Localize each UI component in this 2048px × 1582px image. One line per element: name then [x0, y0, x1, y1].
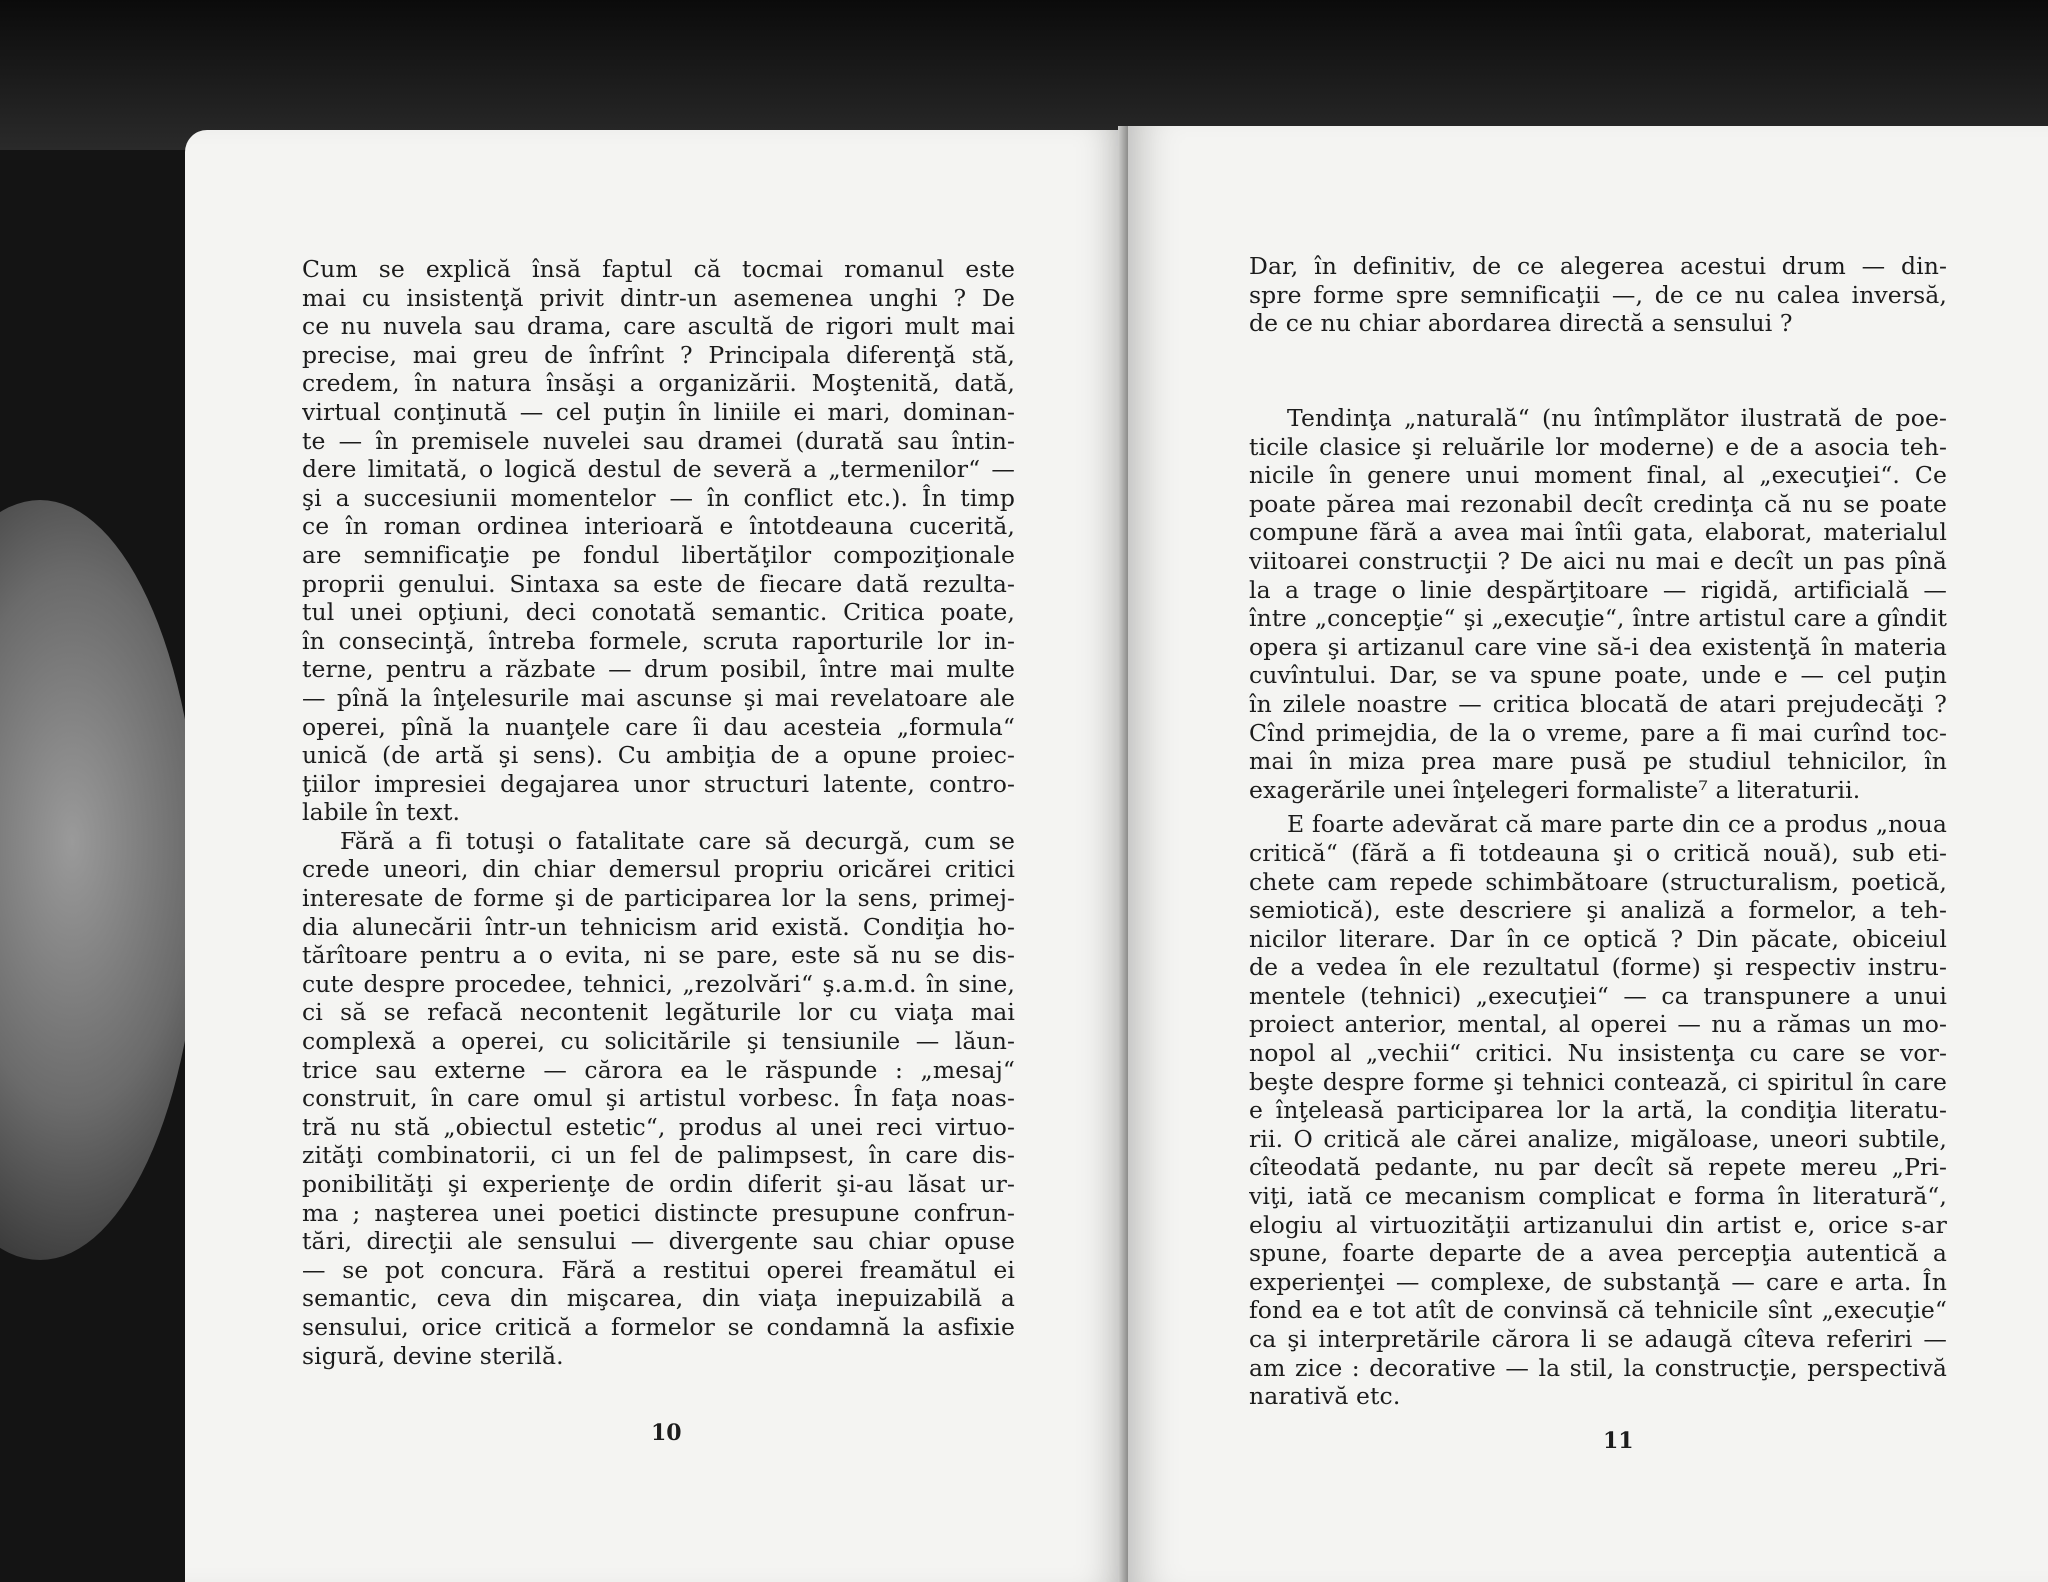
text-line: la a trage o linie despărţitoare — rigidă, artificială — [1249, 575, 1947, 604]
text-line: chete cam repede schimbătoare (structuralism, poetică, [1249, 867, 1947, 896]
text-line: nopol al „vechii“ critici. Nu insistenţa cu care se vor- [1249, 1039, 1947, 1068]
text-line: construit, în care omul şi artistul vorbesc. În faţa noas- [302, 1084, 1015, 1113]
text-line: zităţi combinatorii, ci un fel de palimpsest, în care dis- [302, 1141, 1015, 1170]
text-line: spre forme spre semnificaţii —, de ce nu calea inversă, [1249, 280, 1947, 309]
text-line: viţi, iată ce mecanism complicat e forma în literatură“, [1249, 1182, 1947, 1211]
text-line: poate părea mai rezonabil decît credinţa că nu se poate [1249, 489, 1947, 518]
right-page [1128, 126, 2048, 1582]
text-line: ce nu nuvela sau drama, care ascultă de rigori mult mai [302, 312, 1015, 341]
text-line: cîteodată pedante, nu par decît să repete mereu „Pri- [1249, 1153, 1947, 1182]
text-line: mai cu insistenţă privit dintr-un asemenea unghi ? De [302, 283, 1015, 312]
text-line: Fără a fi totuşi o fatalitate care să decurgă, cum se [340, 826, 1015, 855]
text-line: operei, pînă la nuanţele care îi dau acesteia „formula“ [302, 712, 1015, 741]
thumb-holding-book [0, 500, 200, 1260]
text-line: proprii genului. Sintaxa sa este de fiecare dată rezulta- [302, 569, 1015, 598]
text-line: de a vedea în ele rezultatul (forme) şi respectiv instru- [1249, 953, 1947, 982]
right-paragraph-3 [1249, 810, 1947, 1410]
text-line: în consecinţă, întreba formele, scruta raporturile lor in- [302, 626, 1015, 655]
text-line: interesate de forme şi de participarea lor la sens, primej- [302, 884, 1015, 913]
text-line: şi a succesiunii momentelor — în conflict etc.). În timp [302, 483, 1015, 512]
text-line: fond ea e tot atît de convinsă că tehnicile sînt „execuţie“ [1249, 1296, 1947, 1325]
text-line: tări, direcţii ale sensului — divergente sau chiar opuse [302, 1227, 1015, 1256]
text-line: între „concepţie“ şi „execuţie“, între artistul care a gîndit [1249, 604, 1947, 633]
text-line: ticile clasice şi reluările lor moderne) e de a asocia teh- [1249, 432, 1947, 461]
text-line: de ce nu chiar abordarea directă a sensului ? [1249, 309, 1793, 338]
text-line: crede uneori, din chiar demersul propriu oricărei critici [302, 855, 1015, 884]
text-line: dere limitată, o logică destul de severă a „termenilor“ — [302, 455, 1015, 484]
text-line: tărîtoare pentru a o evita, ni se pare, este să nu se dis- [302, 941, 1015, 970]
page-number-right: 11 [1603, 1428, 1634, 1454]
text-line: experienţei — complexe, de substanţă — care e arta. În [1249, 1267, 1947, 1296]
text-line: precise, mai greu de înfrînt ? Principala diferenţă stă, [302, 340, 1015, 369]
text-line: am zice : decorative — la stil, la construcţie, perspectivă [1249, 1353, 1947, 1382]
text-line: viitoarei construcţii ? De aici nu mai e decît un pas pînă [1249, 546, 1947, 575]
text-line: nicile în genere unui moment final, al „execuţiei“. Ce [1249, 461, 1947, 490]
text-line: Tendinţa „naturală“ (nu întîmplător ilustrată de poe- [1287, 404, 1947, 432]
text-line: — se pot concura. Fără a restitui operei freamătul ei [302, 1255, 1015, 1284]
text-line: tul unei opţiuni, deci conotată semantic. Critica poate, [302, 598, 1015, 627]
right-page-text-top [1249, 252, 1947, 338]
text-line: mentele (tehnici) „execuţiei“ — ca transpunere a unui [1249, 981, 1947, 1010]
right-paragraph-2 [1249, 404, 1947, 804]
left-paragraph-1 [302, 255, 1015, 827]
text-line: narativă etc. [1249, 1382, 1401, 1411]
text-line: credem, în natura însăşi a organizării. Moştenită, dată, [302, 369, 1015, 398]
text-line: semiotică), este descriere şi analiză a formelor, a teh- [1249, 896, 1947, 925]
text-line: spune, foarte departe de a avea percepţia autentică a [1249, 1239, 1947, 1268]
text-line: elogiu al virtuozităţii artizanului din artist e, orice s-ar [1249, 1210, 1947, 1239]
left-page-text [302, 255, 1015, 1370]
text-line: ponibilităţi şi experienţe de ordin diferit şi-au lăsat ur- [302, 1170, 1015, 1198]
text-line: labile în text. [302, 798, 461, 827]
text-line: te — în premisele nuvelei sau dramei (durată sau întin- [302, 426, 1015, 455]
left-page [185, 130, 1130, 1582]
text-line: mai în miza prea mare pusă pe studiul tehnicilor, în [1249, 747, 1947, 776]
left-paragraph-2 [302, 827, 1015, 1370]
text-line: rii. O critică ale cărei analize, migăloase, uneori subtile, [1249, 1124, 1947, 1153]
text-line: ţiilor impresiei degajarea unor structuri latente, contro- [302, 769, 1015, 798]
text-line: Cînd primejdia, de la o vreme, pare a fi mai curînd toc- [1249, 718, 1947, 747]
text-line: are semnificaţie pe fondul libertăţilor compoziţionale [302, 540, 1015, 569]
text-line: în zilele noastre — critica blocată de atari prejudecăţi ? [1249, 689, 1947, 718]
text-line: dia alunecării într-un tehnicism arid există. Condiţia ho- [302, 912, 1015, 941]
text-line: virtual conţinută — cel puţin în liniile ei mari, dominan- [302, 397, 1015, 426]
text-line: sigură, devine sterilă. [302, 1341, 564, 1370]
text-line: unică (de artă şi sens). Cu ambiţia de a opune proiec- [302, 741, 1015, 770]
text-line: ma ; naşterea unei poetici distincte presupune confrun- [302, 1198, 1015, 1227]
text-line: proiect anterior, mental, al operei — nu a rămas un mo- [1249, 1010, 1947, 1039]
text-line: ce în roman ordinea interioară e întotdeauna cucerită, [302, 512, 1015, 541]
text-line: compune fără a avea mai întîi gata, elaborat, materialul [1249, 518, 1947, 547]
text-line: complexă a operei, cu solicitările şi tensiunile — lăun- [302, 1027, 1015, 1056]
text-line: — pînă la înţelesurile mai ascunse şi mai revelatoare ale [302, 683, 1015, 712]
text-line: semantic, ceva din mişcarea, din viaţa inepuizabilă a [302, 1284, 1015, 1313]
text-line: exagerările unei înţelegeri formaliste⁷ a literaturii. [1249, 775, 1861, 804]
text-line: critică“ (fără a fi totdeauna şi o critică nouă), sub eti- [1249, 838, 1947, 867]
text-line: sensului, orice critică a formelor se condamnă la asfixie [302, 1312, 1015, 1341]
text-line: ci să se refacă necontenit legăturile lor cu viaţa mai [302, 998, 1015, 1027]
text-line: E foarte adevărat că mare parte din ce a produs „noua [1287, 810, 1947, 839]
text-line: beşte despre forme şi tehnici contează, ci spiritul în care [1249, 1067, 1947, 1096]
right-paragraph-1 [1249, 252, 1947, 338]
text-line: nicilor literare. Dar în ce optică ? Din păcate, obiceiul [1249, 924, 1947, 953]
right-page-text-main [1249, 404, 1947, 1411]
text-line: Cum se explică însă faptul că tocmai romanul este [302, 255, 1015, 283]
text-line: opera şi artizanul care vine să-i dea existenţă în materia [1249, 632, 1947, 661]
text-line: Dar, în definitiv, de ce alegerea acestui drum — din- [1249, 252, 1947, 280]
text-line: terne, pentru a răzbate — drum posibil, între mai multe [302, 655, 1015, 684]
text-line: tră nu stă „obiectul estetic“, produs al unei reci virtuo- [302, 1112, 1015, 1141]
text-line: trice sau externe — cărora ea le răspunde : „mesaj“ [302, 1055, 1015, 1084]
text-line: ca şi interpretările cărora li se adaugă cîteva referiri — [1249, 1325, 1947, 1353]
text-line: cute despre procedee, tehnici, „rezolvări“ ş.a.m.d. în sine, [302, 969, 1015, 998]
page-number-left: 10 [651, 1420, 682, 1446]
text-line: e înţeleasă participarea lor la artă, la condiţia literatu- [1249, 1096, 1947, 1125]
text-line: cuvîntului. Dar, se va spune poate, unde e — cel puţin [1249, 661, 1947, 690]
